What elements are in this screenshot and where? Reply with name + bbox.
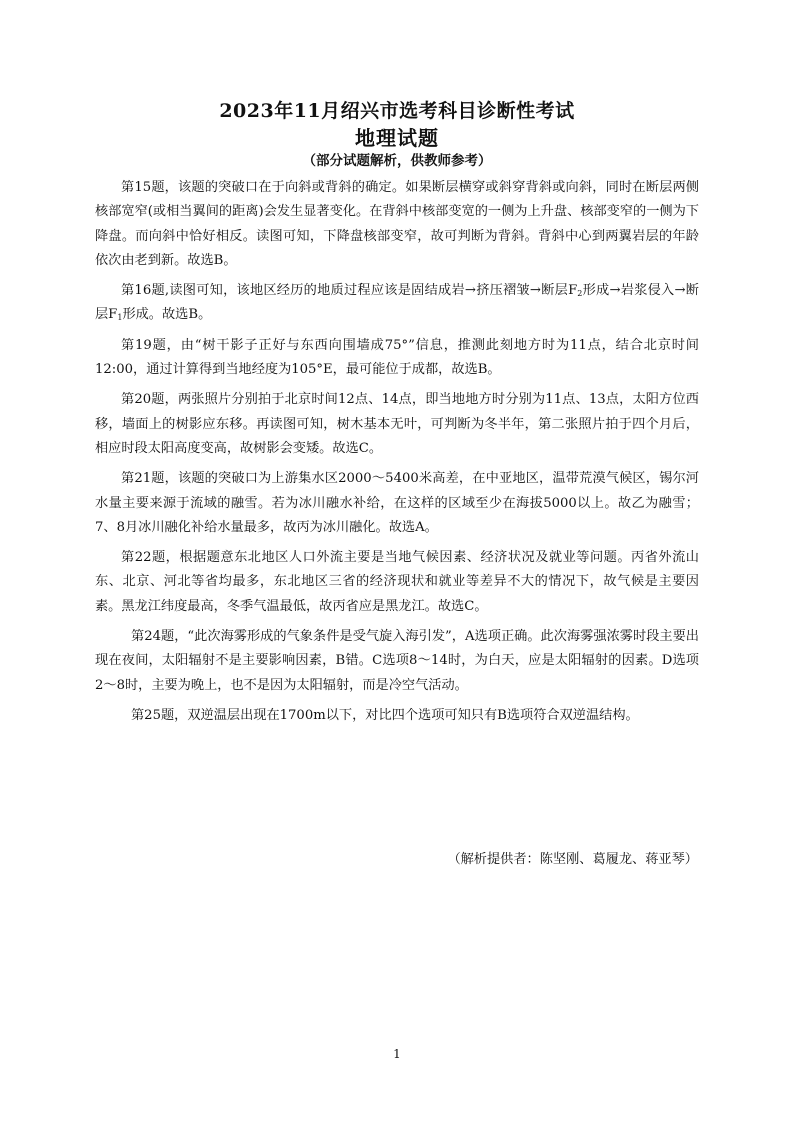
document-title: 2023年11月绍兴市选考科目诊断性考试 <box>219 100 575 122</box>
page-number: 1 <box>393 1047 401 1061</box>
paragraph-q24: 第24题，“此次海雾形成的气象条件是受气旋入海引发”，A选项正确。此次海雾强浓雾时段主要出现在夜间，太阳辐射不是主要影响因素，B错。C选项8～14时，为白天，应是太阳辐射的因素。D选项2～8时，主要为晚上，也不是因为太阳辐射，而是冷空气活动。 <box>95 629 699 693</box>
paragraph-q22: 第22题，根据题意东北地区人口外流主要是当地气候因素、经济状况及就业等问题。丙省外流山东、北京、河北等省均最多，东北地区三省的经济现状和就业等差异不大的情况下，故气候是主要因素。黑龙江纬度最高，冬季气温最低，故丙省应是黑龙江。故选C。 <box>95 550 699 614</box>
document-subtitle: （部分试题解析，供教师参考） <box>302 153 492 169</box>
q16-text-c: 形成。故选B。 <box>122 307 212 323</box>
analysis-body <box>95 176 699 734</box>
q16-text-b: 形成→岩浆侵入→断层F <box>95 283 699 323</box>
subject-title: 地理试题 <box>355 126 439 150</box>
q16-text-a: 第16题,读图可知，该地区经历的地质过程应该是固结成岩→挤压褶皱→断层F <box>121 283 578 299</box>
credit-line: （解析提供者：陈坚刚、葛履龙、蒋亚琴） <box>447 852 698 867</box>
q16-subscript-2: 2 <box>577 289 583 299</box>
paragraph-q19: 第19题，由“树干影子正好与东西向围墙成75°”信息，推测此刻地方时为11点，结合北京时间12:00，通过计算得到当地经度为105°E，最可能位于成都，故选B。 <box>95 337 699 378</box>
q16-subscript-1: 1 <box>117 313 123 323</box>
paragraph-q25: 第25题，双逆温层出现在1700m以下，对比四个选项可知只有B选项符合双逆温结构。 <box>131 707 639 723</box>
paragraph-q21: 第21题，该题的突破口为上游集水区2000～5400米高差，在中亚地区，温带荒漠气候区，锡尔河水量主要来源于流域的融雪。若为冰川融水补给，在这样的区域至少在海拔5000以上。故乙为融雪；7、8月冰川融化补给水量最多，故丙为冰川融化。故选A。 <box>95 471 699 535</box>
paragraph-q20: 第20题，两张照片分别拍于北京时间12点、14点，即当地地方时分别为11点、13点，太阳方位西移，墙面上的树影应东移。再读图可知，树木基本无叶，可判断为冬半年，第二张照片拍于四个月后，相应时段太阳高度变高，故树影会变矮。故选C。 <box>95 392 699 456</box>
paragraph-q16 <box>95 279 699 328</box>
paragraph-q15: 第15题，该题的突破口在于向斜或背斜的确定。如果断层横穿或斜穿背斜或向斜，同时在断层两侧核部宽窄(或相当翼间的距离)会发生显著变化。在背斜中核部变宽的一侧为上升盘、核部变窄的一侧为下降盘。而向斜中恰好相反。读图可知，下降盘核部变窄，故可判断为背斜。背斜中心到两翼岩层的年龄依次由老到新。故选B。 <box>95 180 699 268</box>
